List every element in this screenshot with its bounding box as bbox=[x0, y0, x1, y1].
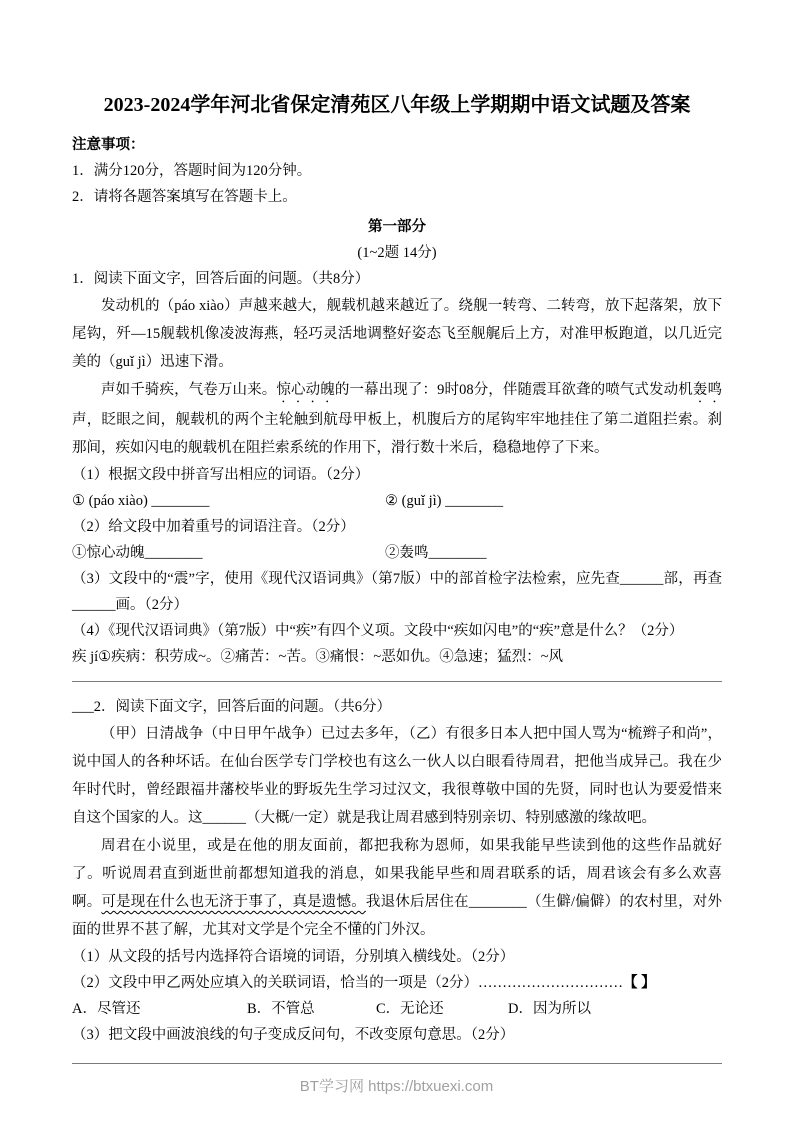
blank-item-2: ②轰鸣________ bbox=[385, 545, 487, 561]
option-c: C．无论还 bbox=[376, 1001, 444, 1017]
section-divider bbox=[72, 681, 722, 682]
notice-item-2: 2．请将各题答案填写在答题卡上。 bbox=[72, 189, 297, 205]
section-divider bbox=[72, 1063, 722, 1064]
q2-sub1: （1）从文段的括号内选择符合语境的词语，分别填入横线处。（2分） bbox=[72, 949, 515, 965]
q1-sub2: （2）给文段中加着重号的词语注音。（2分） bbox=[72, 519, 355, 535]
q1-passage-1: 发动机的（páo xiào）声越来越大，舰载机越来越近了。绕舰一转弯、二转弯，放下起落架，放下尾钩，歼—15舰载机像凌波海燕，轻巧灵活地调整好姿态飞至舰艉后上方，对准甲板跑道，以几近完美的（guǐ jì）迅速下滑。 bbox=[72, 298, 722, 370]
blank-item-1: ①惊心动魄________ bbox=[72, 545, 203, 561]
q2-passage-1: （甲）日清战争（中日甲午战争）已过去多年，（乙）有很多日本人把中国人骂为“梳辫子和尚”，说中国人的各种坏话。在仙台医学专门学校也有这么一伙人以白眼看待周君，把他当成异己。我在少年时代时，曾经跟福井藩校毕业的野坂先生学习过汉文，我很尊敬中国的先贤，同时也认为要爱惜来自这个国家的人。这______（大概/一定）就是我让周君感到特别亲切、特别感激的缘故吧。 bbox=[72, 726, 722, 826]
option-a: A．尽管还 bbox=[72, 1001, 141, 1017]
q1-passage-2 bbox=[72, 376, 722, 462]
q2-sub3: （3）把文段中画波浪线的句子变成反问句，不改变原句意思。（2分） bbox=[72, 1027, 515, 1043]
q1-sub1: （1）根据文段中拼音写出相应的词语。（2分） bbox=[72, 467, 370, 483]
site-watermark: BT学习网 https://btxuexi.com bbox=[299, 1078, 494, 1095]
q2-sub2-text: （2）文段中甲乙两处应填入的关联词语，恰当的一项是（2分）………………………… bbox=[72, 975, 623, 991]
q2-stem: ___2．阅读下面文字，回答后面的问题。（共6分） bbox=[72, 699, 391, 715]
q1-sub1-blanks bbox=[72, 488, 722, 514]
q2-options-row bbox=[72, 996, 722, 1022]
emphasized-word-jingxindongpo: 惊心动魄 bbox=[276, 382, 335, 398]
q1-sub4: （4）《现代汉语词典》（第7版）中“疾”有四个义项。文段中“疾如闪电”的“疾”意是什么？（2分） bbox=[72, 623, 684, 639]
q1-sub2-blanks bbox=[72, 540, 722, 566]
q1-stem: 1．阅读下面文字，回答后面的问题。（共8分） bbox=[72, 271, 370, 287]
page-title: 2023-2024学年河北省保定清苑区八年级上学期期中语文试题及答案 bbox=[103, 94, 691, 116]
q2-passage-2 bbox=[72, 832, 722, 944]
blank-item-2: ② (guǐ jì) ________ bbox=[385, 493, 504, 509]
emphasized-word-hongming: 轰鸣 bbox=[692, 382, 723, 398]
passage-text: 我退休后居住在________（生僻/偏僻）的农村里，对外面的世界不甚了解，尤其对文学是个完全不懂的门外汉。 bbox=[72, 894, 722, 938]
q1-sub4-gloss: 疾 jí①疾病：积劳成~。②痛苦：~苦。③痛恨：~恶如仇。④急速；猛烈：~风 bbox=[72, 649, 564, 665]
passage-text: 声，眨眼之间，舰载机的两个主轮触到航母甲板上，机腹后方的尾钩牢牢地挂住了第二道阻拦索。刹那间，疾如闪电的舰载机在阻拦索系统的作用下，滑行数十米后，稳稳地停了下来。 bbox=[72, 412, 722, 456]
option-d: D．因为所以 bbox=[508, 1001, 591, 1017]
blank-item-1: ① (páo xiào) ________ bbox=[72, 493, 210, 509]
wavy-underlined-sentence: 可是现在什么也无济于事了，真是遗憾。 bbox=[101, 894, 366, 910]
part1-heading: 第一部分 bbox=[368, 219, 426, 235]
option-b: B．不管总 bbox=[247, 1001, 315, 1017]
notice-item-1: 1．满分120分，答题时间为120分钟。 bbox=[72, 163, 312, 179]
answer-bracket: 【 】 bbox=[623, 975, 656, 991]
q2-sub2 bbox=[72, 970, 722, 996]
passage-text: 声如千骑疾，气卷万山来。 bbox=[101, 382, 277, 398]
passage-text: 周君在小说里，或是在他的朋友面前，都把我称为恩师，如果我能早些读到他的这些作品就好了。听说周君直到逝世前都想知道我的消息，如果我能早些和周君联系的话，周君该会有多么欢喜啊。 bbox=[72, 838, 722, 910]
notice-heading: 注意事项： bbox=[72, 137, 145, 153]
q1-sub3: （3）文段中的“震”字，使用《现代汉语词典》（第7版）中的部首检字法检索，应先查______部，再查______画。（2分） bbox=[72, 571, 722, 613]
passage-text: 的一幕出现了：9时08分，伴随震耳欲聋的喷气式发动机 bbox=[334, 382, 693, 398]
part1-subheading: (1~2题 14分) bbox=[357, 245, 437, 261]
